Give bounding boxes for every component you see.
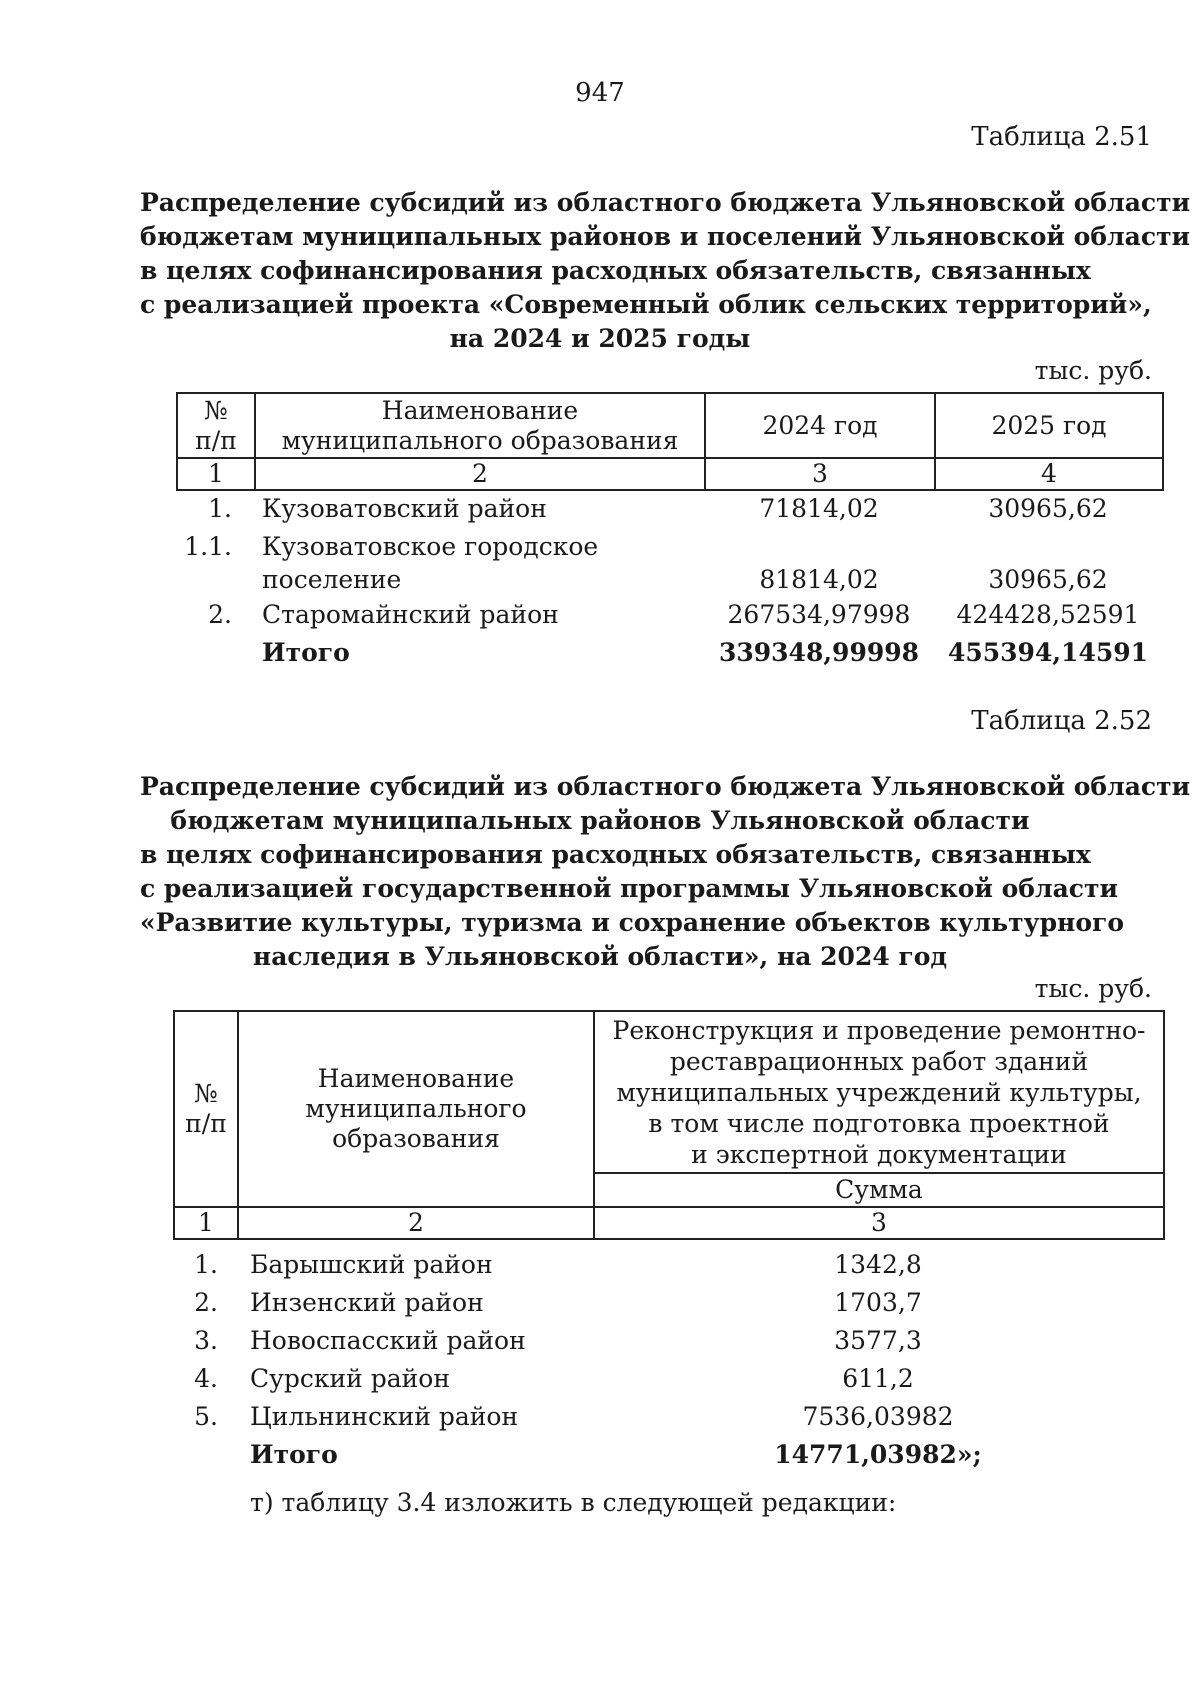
row-sum: 3577,3 [834, 1326, 922, 1355]
row-name: Кузоватовский район [262, 494, 547, 523]
total-sum: 14771,03982»; [774, 1440, 982, 1469]
table-2-51-units: тыс. руб. [1034, 356, 1152, 385]
table-row [0, 1362, 1200, 1400]
table-2-52-label: Таблица 2.52 [971, 706, 1152, 736]
header-2025: 2025 год [935, 393, 1163, 458]
row-name: Барышский район [250, 1250, 493, 1279]
index-cell: 1 [174, 1207, 238, 1239]
table-row [0, 1324, 1200, 1362]
total-2024: 339348,99998 [718, 638, 920, 667]
title-line: наследия в Ульяновской области», на 2024 год [252, 942, 948, 971]
row-num: 3. [194, 1326, 218, 1355]
header-name: Наименование муниципального образования [255, 393, 705, 458]
row-name: Сурский район [250, 1364, 451, 1393]
table-2-52-body [0, 1248, 1200, 1476]
page-number: 947 [575, 78, 625, 108]
row-name: Инзенский район [250, 1288, 484, 1317]
title-line: с реализацией государственной программы Ульяновской области [140, 874, 1119, 903]
row-name: Цильнинский район [250, 1402, 519, 1431]
row-2024: 71814,02 [759, 494, 879, 523]
row-num: 2. [194, 1288, 218, 1317]
row-num: 5. [194, 1402, 218, 1431]
row-name: Старомайнский район [262, 600, 559, 629]
row-sum: 611,2 [842, 1364, 914, 1393]
table-2-52-units: тыс. руб. [1034, 974, 1152, 1003]
row-num: 1. [194, 1250, 218, 1279]
footer-instruction: т) таблицу 3.4 изложить в следующей редакции: [250, 1488, 897, 1517]
row-2025: 424428,52591 [956, 600, 1140, 629]
row-num: 2. [208, 600, 232, 629]
table-2-52-title [140, 770, 1191, 974]
index-cell: 2 [255, 458, 705, 490]
header-num: № п/п [174, 1011, 238, 1207]
index-cell: 3 [705, 458, 935, 490]
row-2025: 30965,62 [988, 565, 1108, 594]
table-2-52-header [173, 1010, 1165, 1240]
header-name: Наименование муниципального образования [238, 1011, 594, 1207]
table-row [0, 492, 1200, 530]
index-cell: 2 [238, 1207, 594, 1239]
row-sum: 1703,7 [834, 1288, 922, 1317]
table-2-51-body [0, 492, 1200, 674]
row-2024: 267534,97998 [727, 600, 911, 629]
row-name: Кузоватовское городское поселение [262, 532, 599, 594]
table-row [0, 598, 1200, 636]
index-cell: 4 [935, 458, 1163, 490]
total-2025: 455394,14591 [947, 638, 1149, 667]
title-line: бюджетам муниципальных районов Ульяновской области [170, 806, 1030, 835]
row-num: 1.1. [184, 532, 232, 561]
header-group: Реконструкция и проведение ремонтно- реставрационных работ зданий муниципальных учреждений культуры, в том числе подготовка проектной и экспертной документации [594, 1011, 1164, 1173]
title-line: на 2024 и 2025 годы [449, 324, 751, 353]
row-name: Новоспасский район [250, 1326, 526, 1355]
table-2-51-title [140, 186, 1191, 356]
title-line: с реализацией проекта «Современный облик сельских территорий», [140, 290, 1152, 319]
index-cell: 3 [594, 1207, 1164, 1239]
header-2024: 2024 год [705, 393, 935, 458]
title-line: в целях софинансирования расходных обязательств, связанных [140, 256, 1091, 285]
table-row [0, 1400, 1200, 1438]
total-label: Итого [262, 638, 350, 667]
row-2024: 81814,02 [759, 565, 879, 594]
row-num: 4. [194, 1364, 218, 1393]
row-sum: 1342,8 [834, 1250, 922, 1279]
title-line: в целях софинансирования расходных обязательств, связанных [140, 840, 1091, 869]
table-2-51-header [176, 392, 1164, 491]
row-sum: 7536,03982 [802, 1402, 954, 1431]
title-line: Распределение субсидий из областного бюджета Ульяновской области [140, 772, 1191, 801]
title-line: «Развитие культуры, туризма и сохранение объектов культурного [140, 908, 1125, 937]
table-row [0, 1248, 1200, 1286]
header-num: № п/п [177, 393, 255, 458]
total-row [0, 1438, 1200, 1476]
total-row [0, 636, 1200, 674]
title-line: бюджетам муниципальных районов и поселений Ульяновской области [140, 222, 1191, 251]
title-line: Распределение субсидий из областного бюджета Ульяновской области [140, 188, 1191, 217]
index-cell: 1 [177, 458, 255, 490]
table-row [0, 1286, 1200, 1324]
row-2025: 30965,62 [988, 494, 1108, 523]
table-2-51-label: Таблица 2.51 [971, 122, 1152, 152]
row-num: 1. [208, 494, 232, 523]
header-sum: Сумма [594, 1173, 1164, 1207]
total-label: Итого [250, 1440, 338, 1469]
table-row [0, 530, 1200, 598]
